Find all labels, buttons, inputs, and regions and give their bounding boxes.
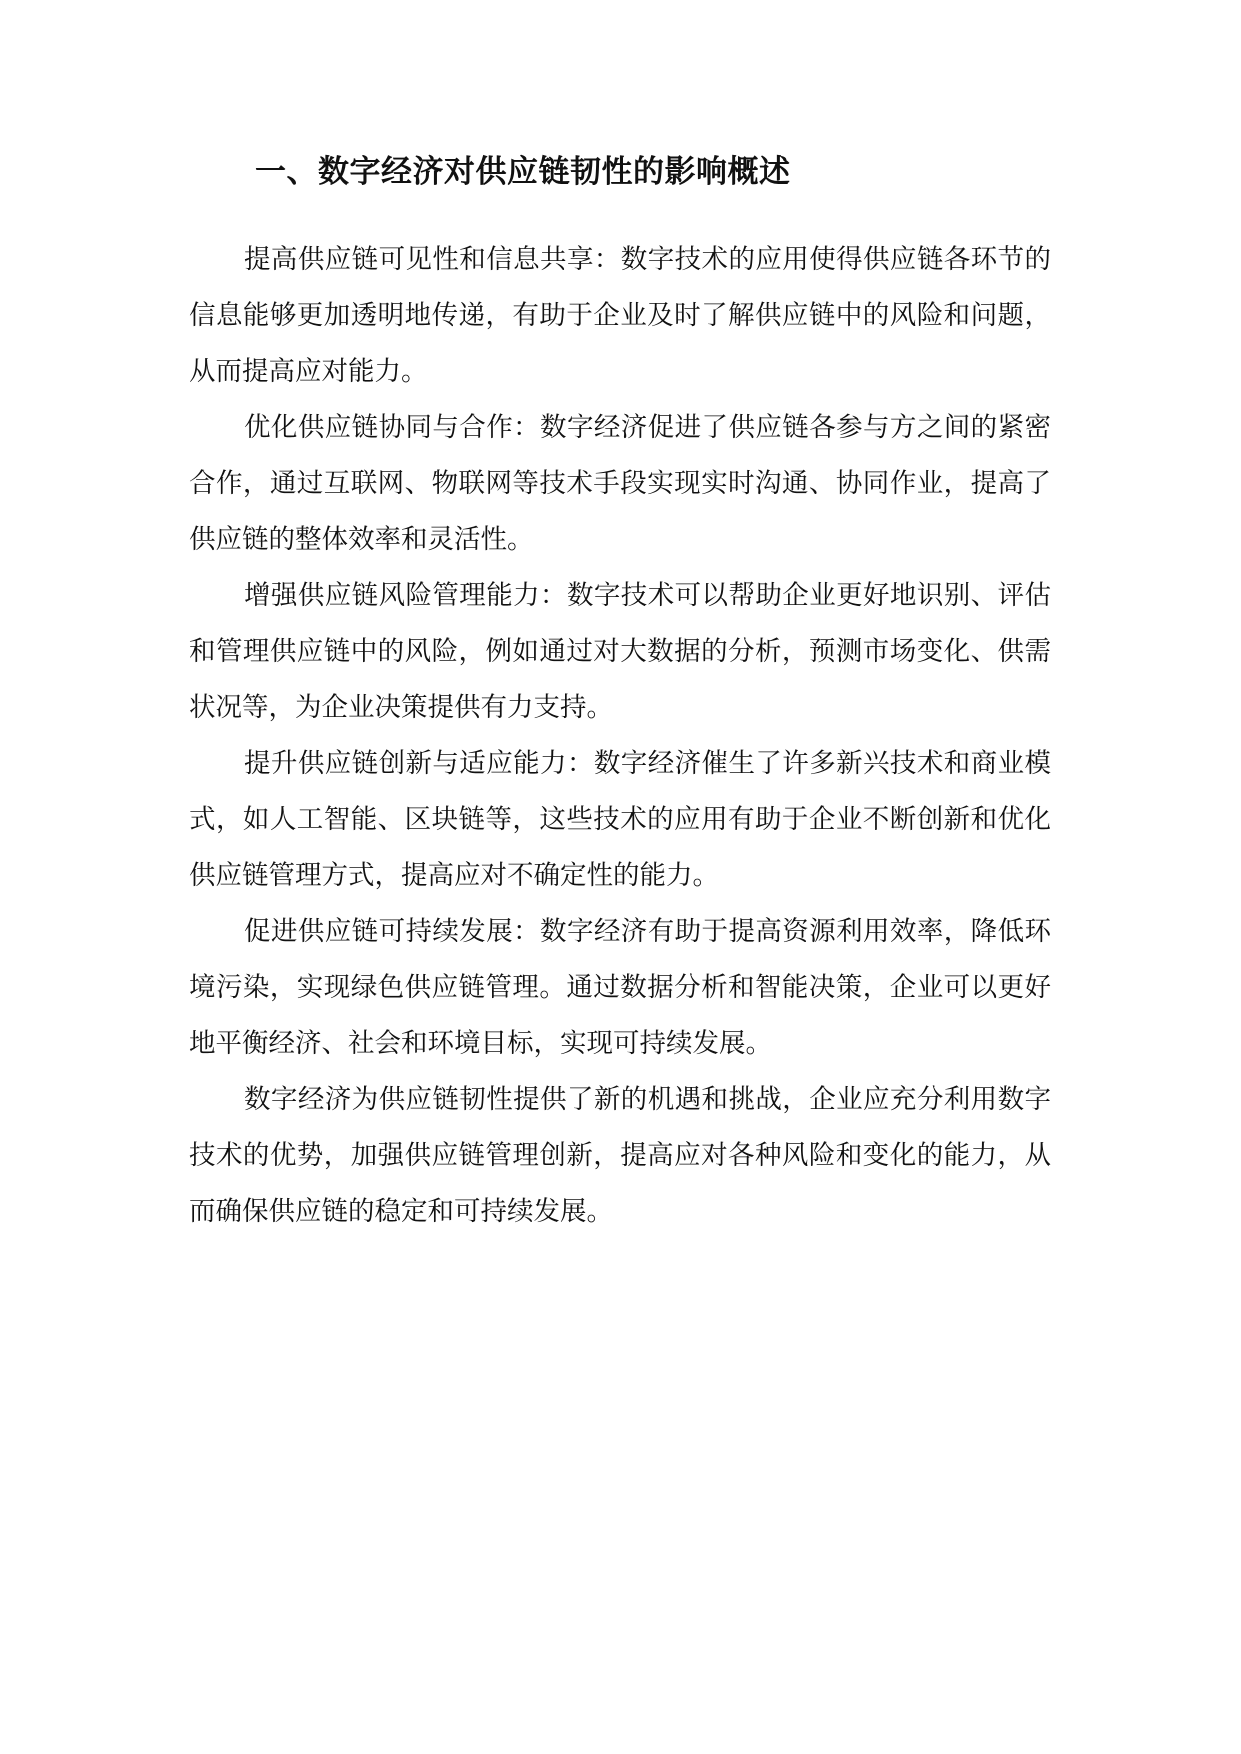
section-heading: 一、数字经济对供应链韧性的影响概述 — [255, 154, 791, 190]
body-text — [189, 232, 1051, 1240]
paragraph-sustainability: 促进供应链可持续发展：数字经济有助于提高资源利用效率，降低环境污染，实现绿色供应链管理。通过数据分析和智能决策，企业可以更好地平衡经济、社会和环境目标，实现可持续发展。 — [189, 916, 1051, 1059]
paragraph-innovation: 提升供应链创新与适应能力：数字经济催生了许多新兴技术和商业模式，如人工智能、区块链等，这些技术的应用有助于企业不断创新和优化供应链管理方式，提高应对不确定性的能力。 — [189, 748, 1051, 891]
paragraph-visibility: 提高供应链可见性和信息共享：数字技术的应用使得供应链各环节的信息能够更加透明地传递，有助于企业及时了解供应链中的风险和问题，从而提高应对能力。 — [189, 244, 1051, 387]
paragraph-risk-management: 增强供应链风险管理能力：数字技术可以帮助企业更好地识别、评估和管理供应链中的风险，例如通过对大数据的分析，预测市场变化、供需状况等，为企业决策提供有力支持。 — [189, 580, 1051, 723]
paragraph-conclusion: 数字经济为供应链韧性提供了新的机遇和挑战，企业应充分利用数字技术的优势，加强供应链管理创新，提高应对各种风险和变化的能力，从而确保供应链的稳定和可持续发展。 — [189, 1084, 1051, 1227]
paragraph-collaboration: 优化供应链协同与合作：数字经济促进了供应链各参与方之间的紧密合作，通过互联网、物联网等技术手段实现实时沟通、协同作业，提高了供应链的整体效率和灵活性。 — [189, 412, 1051, 555]
